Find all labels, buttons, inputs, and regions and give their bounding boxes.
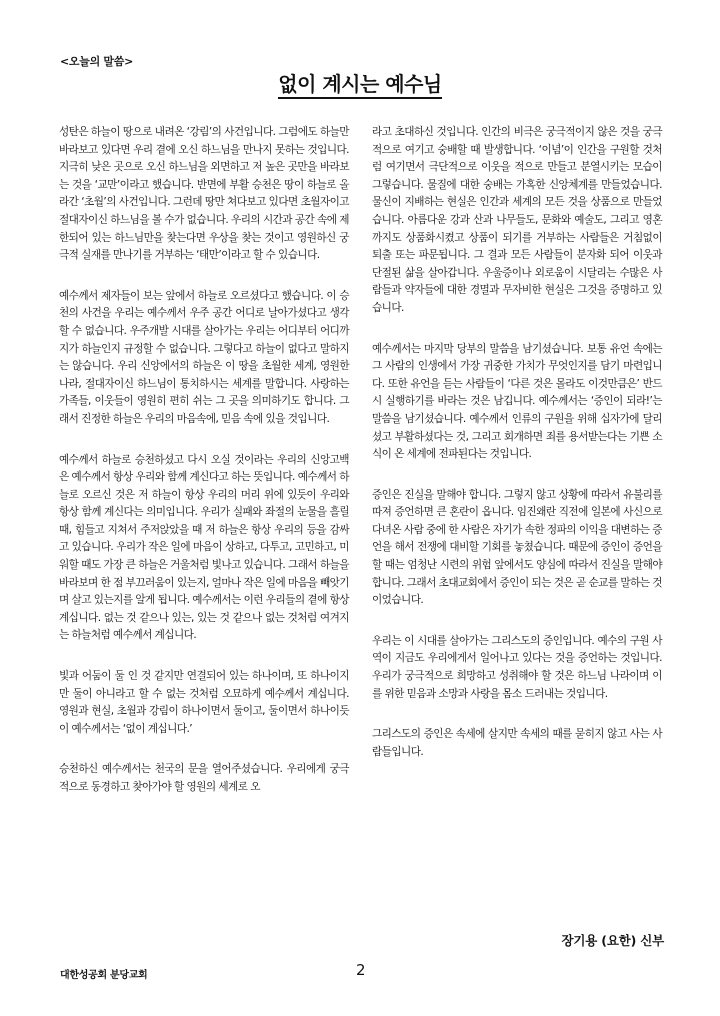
- page-title: 없이 계시는 예수님: [278, 72, 442, 99]
- left-column: [59, 124, 349, 820]
- page-title-wrapper: [0, 71, 720, 97]
- paragraph: 라고 초대하신 것입니다. 인간의 비극은 궁극적이지 않은 것을 궁극적으로 여기고 숭배할 때 발생합니다. ‘이념’이 인간을 구원할 것처럼 여기면서 극단적으로 이웃을 적으로 만들고 분열시키는 모습이 그렇습니다. 물질에 대한 숭배는 가혹한 신앙체계를 만들었습니다. 물신이 지배하는 현실은 인간과 세계의 모든 것을 상품으로 만들었습니다. 아름다운 강과 산과 나무들도, 문화와 예술도, 그리고 영혼까지도 상품화시켰고 상품이 되기를 거부하는 사람들은 거침없이 퇴출 또는 파문됩니다. 그 결과 모든 사람들이 분자화 되어 이웃과 단절된 삶을 살아갑니다. 우울증이나 외로움이 시달리는 수많은 사람들과 약자들에 대한 경멸과 무자비한 현실은 그것을 증명하고 있습니다.: [372, 126, 662, 314]
- paragraph: 빛과 어둠이 둘 인 것 같지만 연결되어 있는 하나이며, 또 하나이지만 둘이 아니라고 할 수 없는 것처럼 오묘하게 예수께서 계십니다. 영원과 현실, 초월과 강림이 하나이면서 둘이고, 둘이면서 하나이듯이 예수께서는 ‘없이 계십니다.’: [59, 670, 349, 735]
- paragraph: 증인은 진실을 말해야 합니다. 그렇지 않고 상황에 따라서 유불리를 따져 증언하면 큰 혼란이 옵니다. 임진왜란 직전에 일본에 사신으로 다녀온 사람 중에 한 사람은 자기가 속한 정파의 이익을 대변하는 증언을 해서 전쟁에 대비할 기회를 놓쳤습니다. 때문에 증인이 증언을 할 때는 엄청난 시련의 위험 앞에서도 양심에 따라서 진실을 말해야 합니다. 그래서 초대교회에서 증인이 되는 것은 곧 순교를 말하는 것이었습니다.: [372, 488, 662, 607]
- paragraph: 성탄은 하늘이 땅으로 내려온 ‘강림’의 사건입니다. 그럼에도 하늘만 바라보고 있다면 우리 곁에 오신 하느님을 만나지 못하는 것입니다. 지극히 낮은 곳으로 오신 하느님을 외면하고 저 높은 곳만을 바라보는 것을 ‘교만’이라고 했습니다. 반면에 부활 승천은 땅이 하늘로 올라간 ‘초월’의 사건입니다. 그런데 땅만 쳐다보고 있다면 초월자이고 절대자이신 하느님을 볼 수가 없습니다. 우리의 시간과 공간 속에 제한되어 있는 하느님만을 찾는다면 우상을 찾는 것이고 영원하신 궁극적 실재를 만나기를 거부하는 ‘태만’이라고 할 수 있습니다.: [59, 126, 349, 262]
- paragraph: 승천하신 예수께서는 천국의 문을 열어주셨습니다. 우리에게 궁극적으로 동경하고 찾아가야 할 영원의 세계로 오: [59, 763, 349, 793]
- paragraph: 예수께서 제자들이 보는 앞에서 하늘로 오르셨다고 했습니다. 이 승천의 사건을 우리는 예수께서 우주 공간 어디로 날아가셨다고 생각할 수 없습니다. 우주개발 시대를 살아가는 우리는 어디부터 어디까지가 하늘인지 규정할 수 없습니다. 그렇다고 하늘이 없다고 말하지는 않습니다. 우리 신앙에서의 하늘은 이 땅을 초월한 세계, 영원한 나라, 절대자이신 하느님이 통치하시는 세계를 말합니다. 사랑하는 가족들, 이웃들이 영원히 편히 쉬는 그 곳을 의미하기도 합니다. 그래서 진정한 하늘은 우리의 마음속에, 믿음 속에 있을 것입니다.: [59, 289, 349, 425]
- author-signature: 장기용 (요한) 신부: [561, 933, 664, 948]
- paragraph: 우리는 이 시대를 살아가는 그리스도의 증인입니다. 예수의 구원 사역이 지금도 우리에게서 일어나고 있다는 것을 증언하는 것입니다. 우리가 궁극적으로 희망하고 성취해야 할 것은 하느님 나라이며 이를 위한 믿음과 소망과 사랑을 몸소 드러내는 것입니다.: [372, 634, 662, 700]
- section-label: <오늘의 말씀>: [60, 55, 133, 68]
- page-number: 2: [356, 961, 366, 979]
- paragraph: 예수께서는 마지막 당부의 말씀을 남기셨습니다. 보통 유언 속에는 그 사람의 인생에서 가장 귀중한 가치가 무엇인지를 담기 마련입니다. 또한 유언을 듣는 사람들이 ‘다른 것은 몰라도 이것만큼은’ 반드시 실행하기를 바라는 것은 남깁니다. 예수께서는 ‘증인이 되라!’는 말씀을 남기셨습니다. 예수께서 인류의 구원을 위해 십자가에 달리셨고 부활하셨다는 것, 그리고 회개하면 죄를 용서받는다는 기쁜 소식이 온 세계에 전파된다는 것입니다.: [372, 342, 662, 461]
- right-column: [372, 124, 662, 784]
- paragraph: 그리스도의 증인은 속세에 살지만 속세의 때를 묻히지 않고 사는 사람들입니다.: [372, 728, 662, 758]
- footer-church-name: 대한성공회 분당교회: [60, 970, 148, 981]
- paragraph: 예수께서 하늘로 승천하셨고 다시 오실 것이라는 우리의 신앙고백은 예수께서 항상 우리와 함께 계신다고 하는 뜻입니다. 예수께서 하늘로 오르신 것은 저 하늘이 항상 우리의 머리 위에 있듯이 우리와 항상 함께 계신다는 의미입니다. 우리가 실패와 좌절의 눈물을 흘릴 때, 힘들고 지쳐서 주저앉았을 때 저 하늘은 항상 우리의 등을 감싸고 있습니다. 우리가 작은 일에 마음이 상하고, 다투고, 고민하고, 미워할 때도 가장 큰 하늘은 거울처럼 빛나고 있습니다. 그래서 하늘을 바라보며 한 점 부끄러움이 있는지, 얼마나 작은 일에 마음을 빼앗기며 살고 있는지를 알게 됩니다. 예수께서는 이런 우리들의 곁에 항상 계십니다. 없는 것 같으나 있는, 있는 것 같으나 없는 것처럼 여겨지는 하늘처럼 예수께서 계십니다.: [59, 453, 349, 642]
